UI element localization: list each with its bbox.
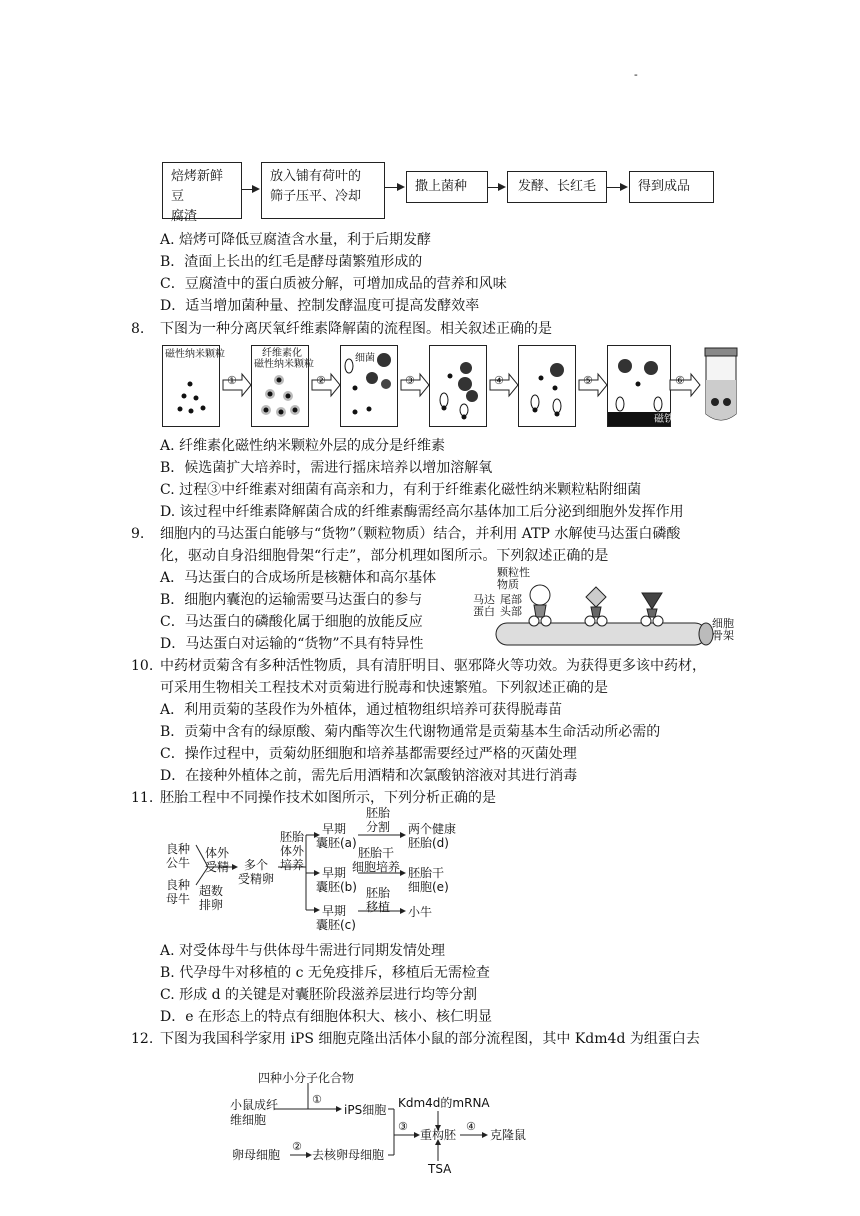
q10-option-c: C．操作过程中，贡菊幼胚细胞和培养基都需要经过严格的灭菌处理 (160, 746, 577, 762)
q11-bull-1: 良种 (166, 842, 191, 856)
q8-option-c: C. 过程③中纤维素对细菌有高亲和力，有利于纤维素化磁性纳米颗粒粘附细菌 (160, 482, 642, 498)
q10-stem-line2: 可采用生物相关工程技术对贡菊进行脱毒和快速繁殖。下列叙述正确的是 (160, 680, 608, 696)
q10-stem-line1: 中药材贡菊含有多种活性物质，具有清肝明目、驱邪降火等功效。为获得更多该中药材， (160, 658, 706, 674)
q8-stem: 下图为一种分离厌氧纤维素降解菌的流程图。相关叙述正确的是 (160, 321, 552, 337)
q9-label-cargo-2: 物质 (497, 578, 519, 591)
q8-step-arrow-6 (669, 372, 701, 398)
q8-panel-6 (607, 345, 674, 427)
q11-result-d-2: 胚胎(d) (408, 836, 449, 850)
q12-compounds: 四种小分子化合物 (258, 1071, 355, 1085)
q9-label-skeleton-1: 细胞 (712, 617, 734, 630)
q7-option-a: A. 焙烤可降低豆腐渣含水量，利于后期发酵 (160, 232, 432, 248)
q12-kdm4d: Kdm4d的mRNA (398, 1096, 490, 1110)
q9-label-motor-1: 马达 (473, 593, 495, 606)
q11-option-c: C. 形成 d 的关键是对囊胚阶段滋养层进行均等分割 (160, 987, 477, 1003)
q8-step-3: ③ (405, 374, 415, 387)
q12-step-1: ① (312, 1093, 322, 1106)
q11-result-e-2: 细胞(e) (408, 880, 449, 894)
q11-cow-1: 良种 (166, 878, 191, 892)
q9-label-motor-2: 蛋白 (473, 605, 495, 618)
q11-ivf-2: 受精 (205, 860, 230, 874)
q8-bacteria-mix (341, 346, 397, 426)
q11-cow-2: 母牛 (166, 892, 191, 906)
flow-box-roast-line2: 腐渣 (171, 209, 198, 224)
q11-blast-a-2: 囊胚(a) (316, 836, 357, 850)
q9-label-tail: 尾部 (500, 593, 522, 606)
q11-option-b: B. 代孕母牛对移植的 c 无免疫排斥，移植后无需检查 (160, 965, 490, 981)
q8-nanoparticle-dots (163, 346, 219, 426)
q11-ivf-1: 体外 (205, 846, 230, 860)
q11-split-1: 胚胎 (366, 806, 391, 820)
q11-option-a: A. 对受体母牛与供体母牛需进行同期发情处理 (160, 943, 446, 959)
q11-bull-2: 公牛 (166, 856, 191, 870)
flow-box-press-line1: 放入铺有荷叶的 (270, 169, 362, 184)
q11-super-1: 超数 (199, 884, 224, 898)
flow-box-press (261, 162, 385, 219)
q8-label-nanoparticle: 磁性纳米颗粒 (165, 349, 225, 360)
q9-label-head: 头部 (500, 605, 522, 618)
q9-stem-line1: 细胞内的马达蛋白能够与“货物”（颗粒物质）结合，并利用 ATP 水解使马达蛋白磷酸 (160, 526, 681, 542)
q9-option-b: B．细胞内囊泡的运输需要马达蛋白的参与 (160, 592, 423, 608)
q9-option-c: C．马达蛋白的磷酸化属于细胞的放能反应 (160, 614, 423, 630)
q9-option-d: D．马达蛋白对运输的“货物”不具有特异性 (160, 636, 424, 652)
q10-option-b: B．贡菊中含有的绿原酸、菊内酯等次生代谢物通常是贡菊基本生命活动所必需的 (160, 724, 661, 740)
q11-culture-3: 培养 (280, 858, 305, 872)
flow-box-roast-line1: 焙烤新鲜豆 (171, 169, 224, 204)
flow-box-press-line2: 筛子压平、冷却 (270, 189, 362, 204)
q12-clone-mouse: 克隆鼠 (490, 1128, 527, 1142)
q11-culture-1: 胚胎 (280, 830, 305, 844)
q12-ips: iPS细胞 (344, 1103, 387, 1117)
q11-blast-c-2: 囊胚(c) (316, 918, 356, 932)
q8-panel-1 (162, 345, 225, 427)
q11-option-d: D．e 在形态上的特点有细胞体积大、核小、核仁明显 (160, 1009, 492, 1025)
q11-eggs-1: 多个 (244, 858, 269, 872)
q9-label-cargo-1: 颗粒性 (497, 566, 530, 579)
flow-box-roast (162, 162, 242, 224)
q8-coated-particles (252, 346, 308, 426)
q9-option-a: A．马达蛋白的合成场所是核糖体和高尔基体 (160, 570, 437, 586)
q7-option-b: B．渣面上长出的红毛是酵母菌繁殖形成的 (160, 254, 423, 270)
q11-super-2: 排卵 (199, 898, 224, 912)
q8-label-cellulose: 纤维素化 (262, 348, 302, 359)
q10-option-d: D．在接种外植体之前，需先后用酒精和次氯酸钠溶液对其进行消毒 (160, 768, 578, 784)
flow-arrow-2 (385, 187, 403, 188)
q8-step-6: ⑥ (675, 374, 685, 387)
q9-number: 9. (131, 526, 145, 542)
flow-arrow-4 (607, 187, 626, 188)
q11-blast-b-2: 囊胚(b) (316, 880, 357, 894)
q8-binding (430, 346, 486, 426)
q9-stem-line2: 化，驱动自身沿细胞骨架“行走”，部分机理如图所示。下列叙述正确的是 (160, 548, 609, 564)
q8-panel-2 (251, 345, 314, 427)
q12-enucleated-oocyte: 去核卵母细胞 (312, 1148, 385, 1162)
q11-blast-a-1: 早期 (322, 822, 347, 836)
q12-reconstructed-embryo: 重构胚 (420, 1128, 457, 1142)
flow-arrow-3 (488, 187, 504, 188)
q12-oocyte: 卵母细胞 (232, 1148, 281, 1162)
q11-split-2: 分割 (366, 820, 391, 834)
q11-result-d-1: 两个健康 (408, 822, 457, 836)
q12-fibroblast-2: 维细胞 (230, 1113, 267, 1127)
flow-box-ferment: 发酵、长红毛 (507, 171, 607, 203)
q8-step-1: ① (227, 374, 237, 387)
q8-step-2: ② (316, 374, 326, 387)
flow-arrow-1 (242, 189, 258, 190)
q11-stemcell-2: 细胞培养 (352, 860, 401, 874)
q12-step-4: ④ (466, 1120, 476, 1133)
q10-option-a: A．利用贡菊的茎段作为外植体，通过植物组织培养可获得脱毒苗 (160, 702, 563, 718)
q8-panel-5 (518, 345, 576, 427)
q8-option-b: B．候选菌扩大培养时，需进行摇床培养以增加溶解氧 (160, 460, 493, 476)
q8-panel-4 (429, 345, 487, 427)
q12-number: 12. (131, 1031, 154, 1047)
q11-stem: 胚胎工程中不同操作技术如图所示，下列分析正确的是 (160, 790, 496, 806)
q12-step-2: ② (292, 1140, 302, 1153)
q8-option-a: A. 纤维素化磁性纳米颗粒外层的成分是纤维素 (160, 438, 446, 454)
q8-label-nanoparticle-2: 磁性纳米颗粒 (254, 359, 314, 370)
q8-label-bacteria: 细菌 (355, 353, 375, 364)
q8-culture-tube (701, 346, 741, 426)
q10-number: 10. (131, 658, 154, 674)
q11-transfer-2: 移植 (366, 900, 391, 914)
q11-stemcell-1: 胚胎干 (358, 846, 395, 860)
q12-tsa: TSA (428, 1162, 452, 1176)
header-mark: - (634, 68, 638, 81)
q8-panel-3 (340, 345, 398, 427)
q8-option-d: D. 该过程中纤维素降解菌合成的纤维素酶需经高尔基体加工后分泌到细胞外发挥作用 (160, 504, 684, 520)
q11-culture-2: 体外 (280, 844, 305, 858)
q11-eggs-2: 受精卵 (238, 872, 275, 886)
q12-stem: 下图为我国科学家用 iPS 细胞克隆出活体小鼠的部分流程图，其中 Kdm4d 为组蛋白去 (160, 1031, 700, 1047)
q12-step-3: ③ (398, 1120, 408, 1133)
flow-box-product: 得到成品 (629, 171, 714, 203)
q11-blast-b-1: 早期 (322, 866, 347, 880)
q11-number: 11. (131, 790, 154, 806)
q8-step-5: ⑤ (583, 374, 593, 387)
q8-bound-cells (519, 346, 575, 426)
q11-result-e-1: 胚胎干 (408, 866, 445, 880)
flow-box-inoculate: 撒上菌种 (406, 171, 488, 203)
q12-fibroblast-1: 小鼠成纤 (230, 1098, 279, 1112)
q9-label-skeleton-2: 骨架 (712, 629, 734, 642)
q7-option-d: D．适当增加菌种量、控制发酵温度可提高发酵效率 (160, 298, 480, 314)
q8-number: 8. (131, 321, 145, 337)
q11-result-calf: 小牛 (408, 905, 433, 919)
q8-label-magnet: 磁铁 (654, 414, 674, 425)
q7-option-c: C．豆腐渣中的蛋白质被分解，可增加成品的营养和风味 (160, 276, 507, 292)
q8-step-4: ④ (494, 374, 504, 387)
q11-transfer-1: 胚胎 (366, 886, 391, 900)
q11-blast-c-1: 早期 (322, 904, 347, 918)
